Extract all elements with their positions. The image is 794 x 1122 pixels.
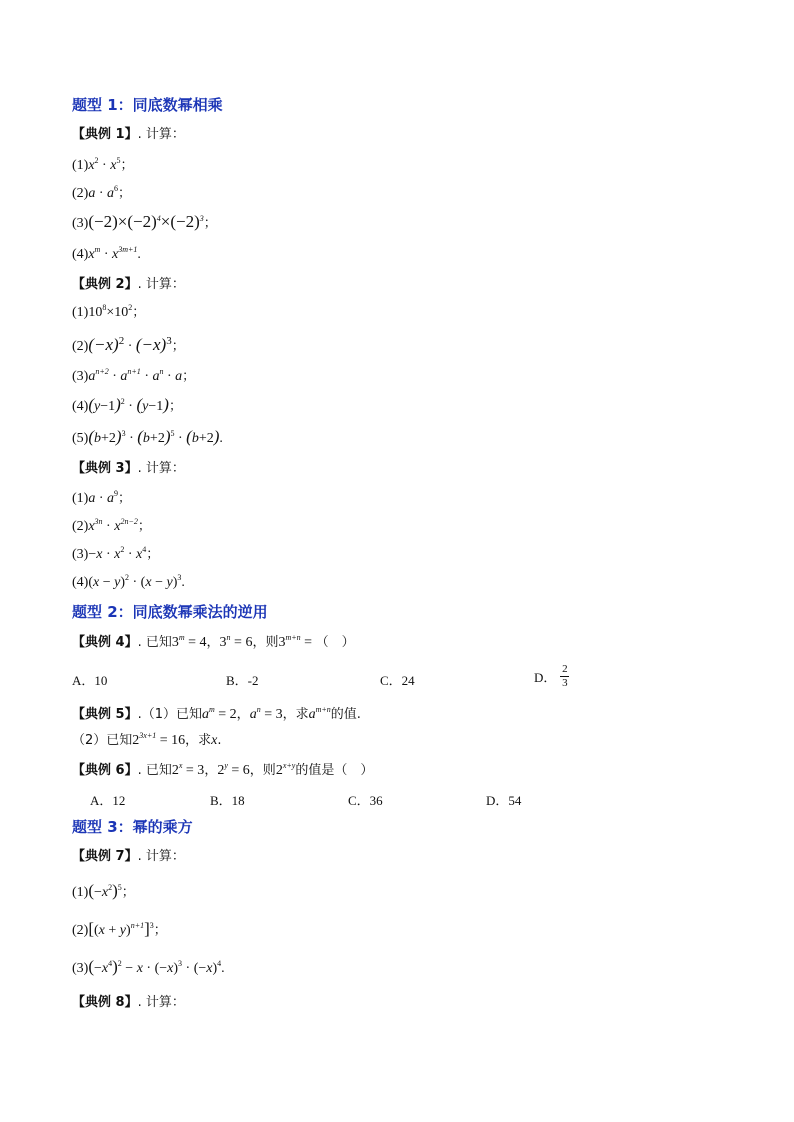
e4-option-d[interactable]: D． $\frac{2}{3}$ (534, 663, 568, 689)
section-title-3: 题型 3：幂的乘方 (72, 818, 193, 836)
e4-option-c[interactable]: C．24 (380, 673, 415, 688)
e6-option-d[interactable]: D．54 (486, 793, 522, 808)
example-2-item-1: $(1)10^8\times 10^2$； (72, 303, 146, 320)
example-4-heading: 【典例 4】. 已知$3^m = 4$，$3^n = 6$，则$3^{m+n}$ = （ ） (72, 633, 355, 650)
example-2-item-5: $(5)(b+2)^3 \cdot (b+2)^5 \cdot (b+2)$. (72, 427, 223, 446)
e6-option-b[interactable]: B．18 (210, 793, 245, 808)
section-title-2: 题型 2：同底数幂乘法的逆用 (72, 603, 268, 621)
example-1-item-3: $(3)(-2)\times(-2)^4\times(-2)^3$； (72, 212, 217, 231)
e4-option-a[interactable]: A．10 (72, 673, 108, 688)
example-1-item-2: $(2)a \cdot a^6$； (72, 184, 132, 201)
example-3-item-4: $(4)(x - y)^2 \cdot (x - y)^3$. (72, 573, 185, 590)
example-2-item-2: $(2)(-x)^2 \cdot (-x)^3$； (72, 335, 185, 354)
example-1-item-4: $(4)x^m \cdot x^{3m+1}$. (72, 245, 141, 262)
example-3-item-1: $(1)a \cdot a^9$； (72, 489, 132, 506)
section-title-1: 题型 1：同底数幂相乘 (72, 96, 223, 114)
fraction-two-thirds: $\frac{2}{3}$ (562, 663, 568, 689)
example-5-part-2: （2）已知$2^{3x+1} = 16$，求x. (72, 731, 222, 748)
example-3-item-3: $(3)-x \cdot x^2 \cdot x^4$； (72, 545, 160, 562)
e4-option-b[interactable]: B．-2 (226, 673, 259, 688)
example-7-heading: 【典例 7】. 计算： (72, 849, 185, 864)
e6-option-a[interactable]: A．12 (90, 793, 126, 808)
example-5-heading: 【典例 5】.（1）已知$a^m = 2$，$a^n = 3$，求$a^{m+n}$的值. (72, 705, 361, 722)
example-2-heading: 【典例 2】. 计算： (72, 277, 185, 292)
e6-option-c[interactable]: C．36 (348, 793, 383, 808)
example-7-item-3: $(3)(-x^4)^2 - x \cdot (-x)^3 \cdot (-x)^4$. (72, 957, 225, 976)
example-3-item-2: $(2)x^{3n} \cdot x^{2n-2}$； (72, 517, 151, 534)
example-3-heading: 【典例 3】. 计算： (72, 461, 185, 476)
example-6-heading: 【典例 6】. 已知$2^x = 3$，$2^y = 6$，则$2^{x+y}$的值是（ ） (72, 761, 374, 778)
example-8-heading: 【典例 8】. 计算： (72, 995, 185, 1010)
example-7-item-2: $(2)[(x + y)^{n+1}]^3$； (72, 919, 167, 938)
example-1-heading: 【典例 1】. 计算： (72, 127, 185, 142)
example-2-item-3: $(3)a^{n+2} \cdot a^{n+1} \cdot a^n \cdot a$； (72, 367, 196, 384)
example-1-item-1: $(1)x^2 \cdot x^5$； (72, 156, 134, 173)
example-7-item-1: $(1)(-x^2)^5$； (72, 881, 135, 900)
example-2-item-4: $(4)(y-1)^2 \cdot (y-1)$； (72, 395, 182, 414)
